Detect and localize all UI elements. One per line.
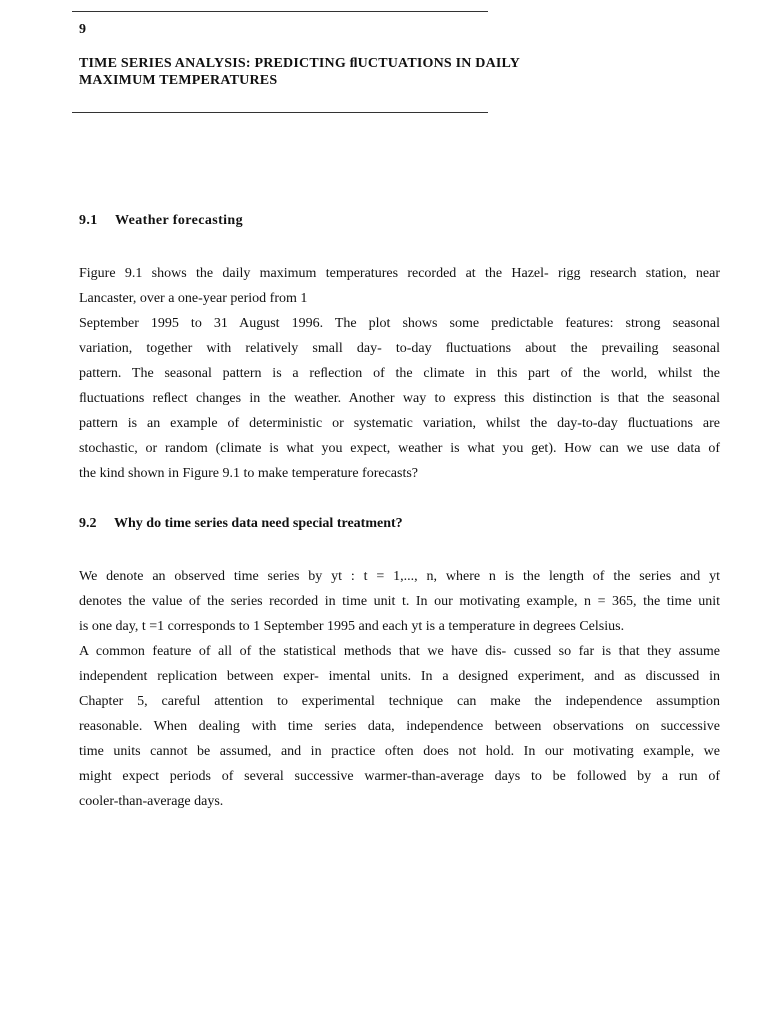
paragraph-line: A common feature of all of the statistical methods that we have dis- cussed so far is that they assume [79,644,720,659]
paragraph-line: the kind shown in Figure 9.1 to make temperature forecasts? [79,466,419,481]
top-rule [72,11,488,12]
paragraph-line: September 1995 to 31 August 1996. The plot shows some predictable features: strong seasonal [79,316,720,331]
chapter-number: 9 [79,22,86,37]
paragraph-line: independent replication between exper- imental units. In a designed experiment, and as discussed in [79,669,720,684]
paragraph-line: We denote an observed time series by yt : t = 1,..., n, where n is the length of the series and yt [79,569,720,584]
paragraph-line: ﬂuctuations reﬂect changes in the weather. Another way to express this distinction is that the seasonal [79,391,720,406]
paragraph-line: pattern is an example of deterministic or systematic variation, whilst the day-to-day ﬂuctuations are [79,416,720,431]
paragraph-line: pattern. The seasonal pattern is a reﬂection of the climate in this part of the world, whilst the [79,366,720,381]
paragraph-line: cooler-than-average days. [79,794,224,809]
paragraph-line: reasonable. When dealing with time series data, independence between observations on successive [79,719,720,734]
paragraph-line: time units cannot be assumed, and in practice often does not hold. In our motivating example, we [79,744,720,759]
paragraph-line: Chapter 5, careful attention to experimental technique can make the independence assumption [79,694,720,709]
section-heading-9-1 [79,213,243,229]
chapter-title [79,55,599,89]
paragraph-weather-forecasting [79,261,720,486]
section-title: Why do time series data need special treatment? [114,516,403,531]
section-heading-9-2 [79,516,403,532]
section-number: 9.1 [79,213,98,228]
paragraph-line: denotes the value of the series recorded in time unit t. In our motivating example, n = 365, the time unit [79,594,720,609]
paragraph-line: is one day, t =1 corresponds to 1 September 1995 and each yt is a temperature in degrees Celsius. [79,619,625,634]
section-number: 9.2 [79,516,97,531]
paragraph-line: might expect periods of several successive warmer-than-average days to be followed by a run of [79,769,720,784]
chapter-title-line-1: TIME SERIES ANALYSIS: PREDICTING ﬂUCTUATIONS IN DAILY [79,56,521,71]
chapter-title-line-2: MAXIMUM TEMPERATURES [79,73,278,88]
paragraph-line: stochastic, or random (climate is what you expect, weather is what you get). How can we use data of [79,441,720,456]
paragraph-line: Figure 9.1 shows the daily maximum temperatures recorded at the Hazel- rigg research station, near [79,266,720,281]
section-title: Weather forecasting [115,213,244,228]
paragraph-line: Lancaster, over a one-year period from 1 [79,291,308,306]
paragraph-special-treatment [79,564,720,814]
paragraph-line: variation, together with relatively small day- to-day ﬂuctuations about the prevailing seasonal [79,341,720,356]
bottom-rule [72,112,488,113]
